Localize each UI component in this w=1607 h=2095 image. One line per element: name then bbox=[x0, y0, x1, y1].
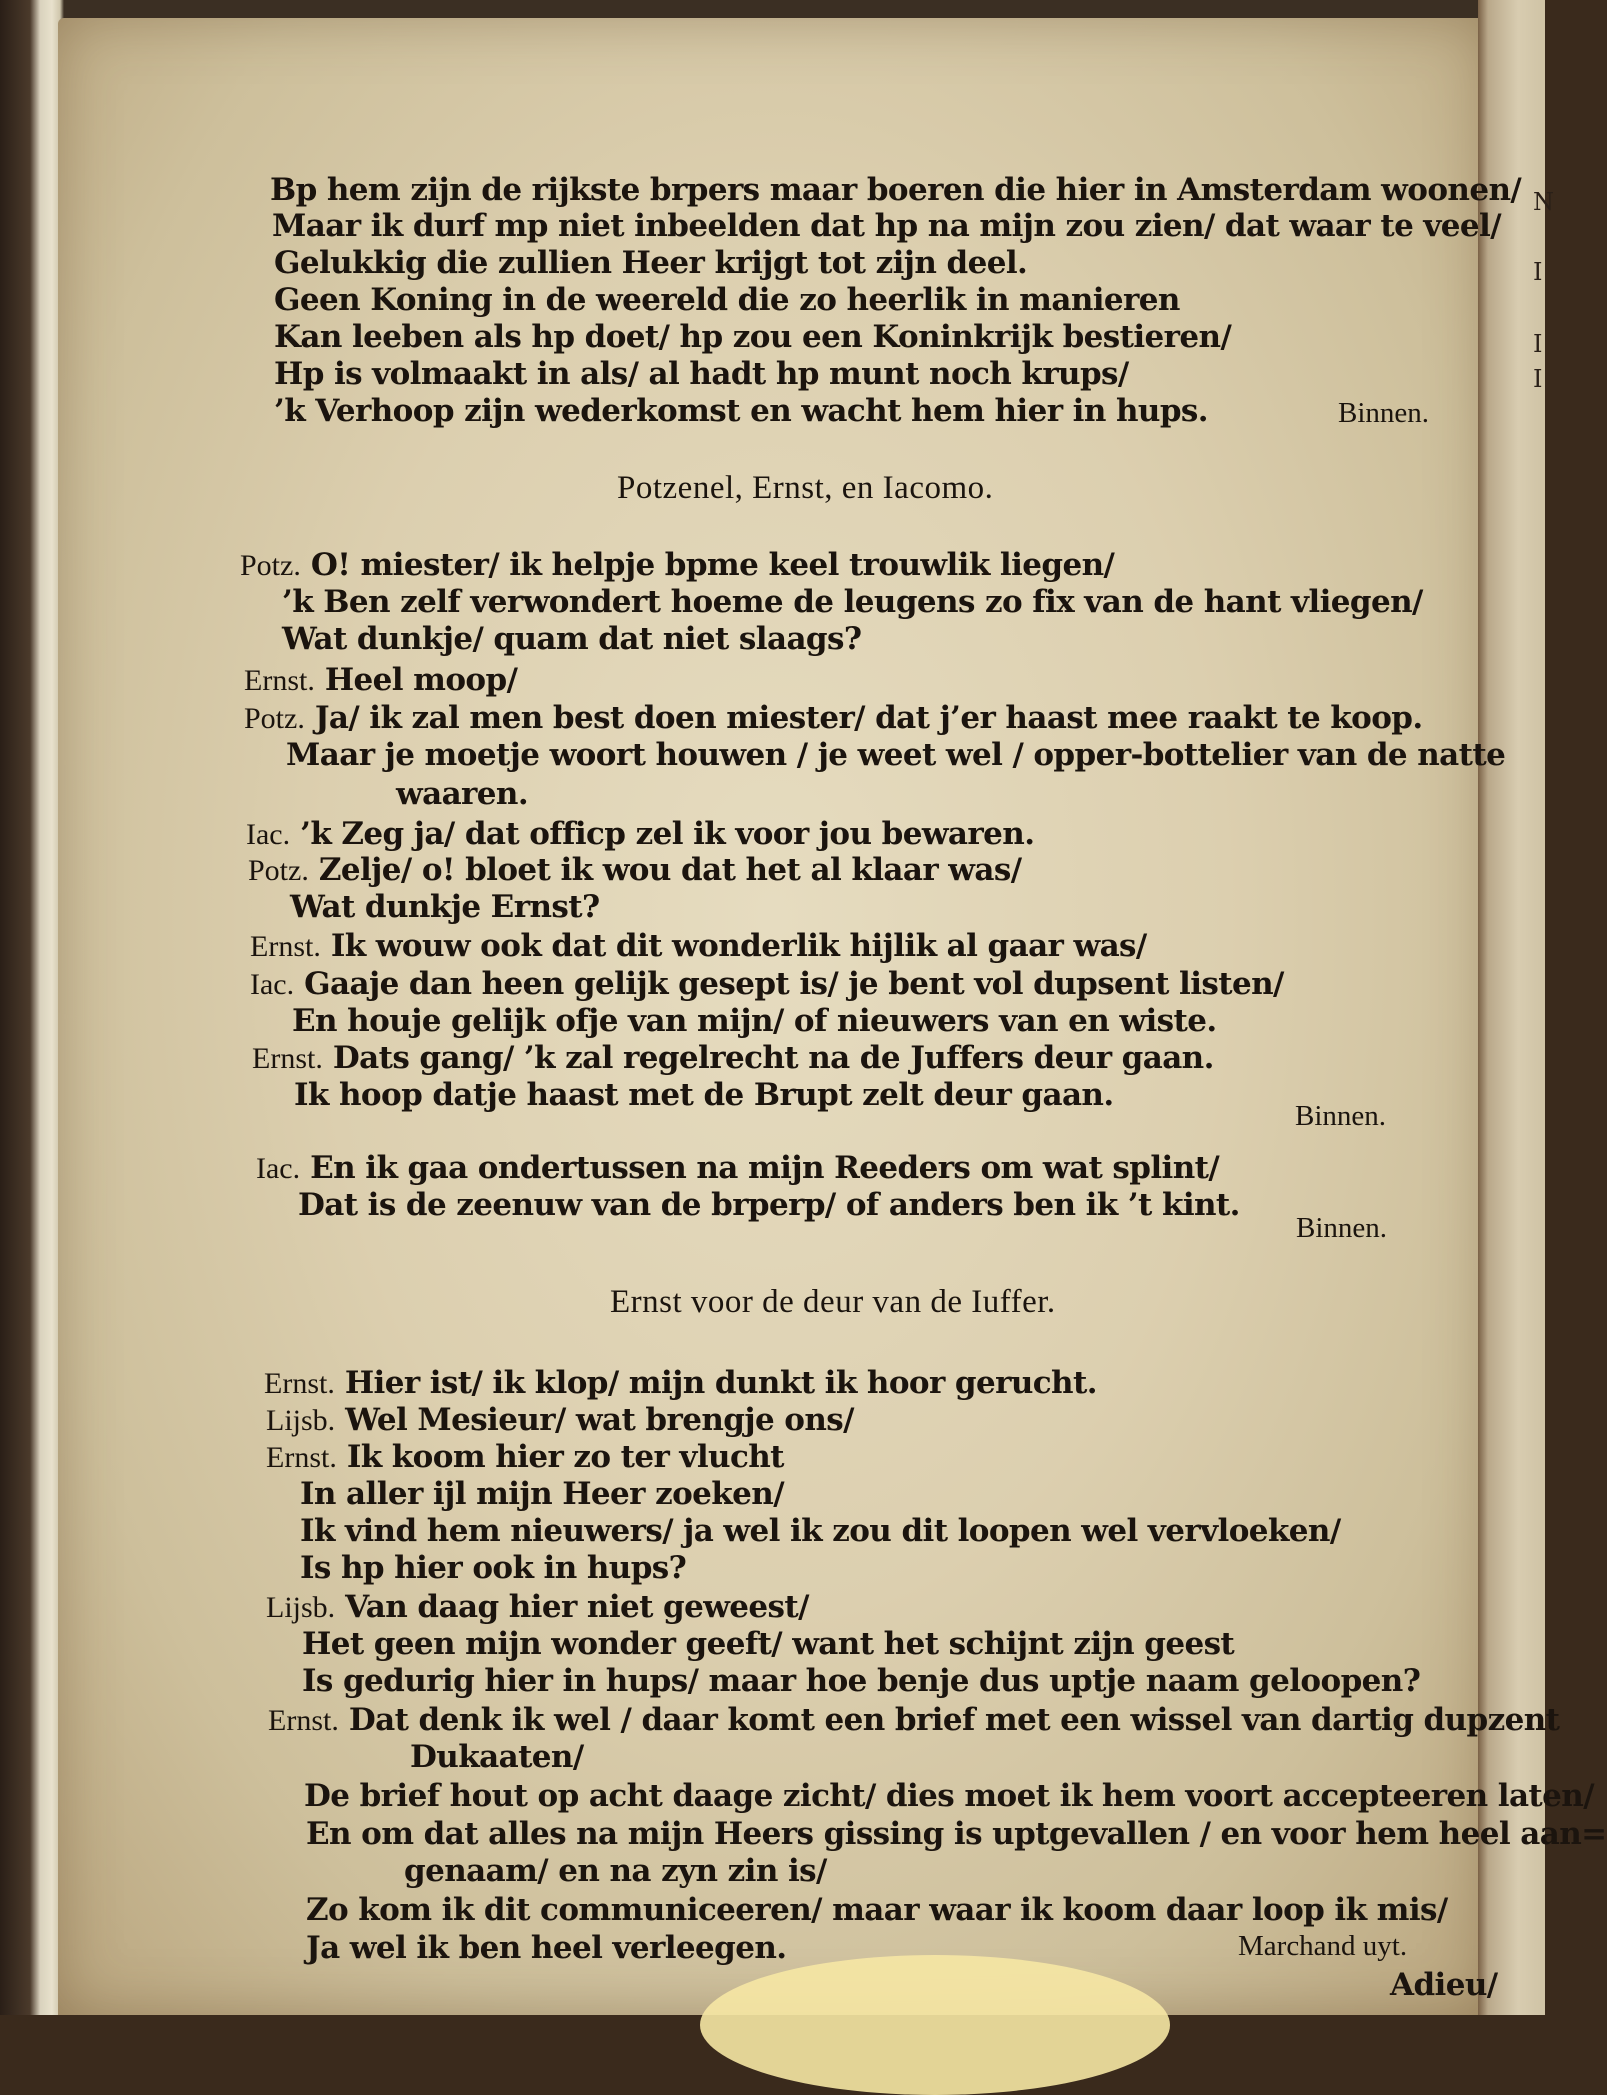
stage-direction: Binnen. bbox=[1338, 397, 1430, 429]
dialogue-line bbox=[252, 1040, 1214, 1076]
dialogue-line: En houje gelijk ofje van mijn/ of nieuwers van en wiste. bbox=[292, 1003, 1217, 1039]
dialogue-text: Zelje/ o! bloet ik wou dat het al klaar was/ bbox=[318, 852, 1022, 888]
stage-direction: Marchand uyt. bbox=[1238, 1930, 1408, 1962]
dialogue-text: En ik gaa ondertussen na mijn Reeders om wat splint/ bbox=[310, 1150, 1220, 1186]
dialogue-text: Van daag hier niet geweest/ bbox=[345, 1589, 809, 1625]
dialogue-line bbox=[250, 928, 1147, 964]
dialogue-line bbox=[244, 700, 1423, 736]
edge-letter: I bbox=[1533, 365, 1543, 393]
light-reflection bbox=[700, 1955, 1170, 2095]
dialogue-text: Heel moop/ bbox=[324, 662, 518, 698]
edge-letter: I bbox=[1533, 330, 1543, 358]
scene-heading: Potzenel, Ernst, en Iacomo. bbox=[617, 470, 994, 506]
edge-letter: N bbox=[1533, 188, 1554, 216]
dialogue-text: O! miester/ ik helpje bpme keel trouwlik liegen/ bbox=[310, 547, 1115, 583]
text-line: Bp hem zijn de rijkste brpers maar boeren die hier in Amsterdam woonen/ bbox=[270, 172, 1522, 208]
dialogue-line: Het geen mijn wonder geeft/ want het schijnt zijn geest bbox=[302, 1626, 1235, 1662]
speaker-label: Ernst. bbox=[268, 1704, 339, 1737]
dialogue-line: Ik vind hem nieuwers/ ja wel ik zou dit loopen wel vervloeken/ bbox=[300, 1513, 1341, 1549]
dialogue-line bbox=[266, 1589, 809, 1625]
speaker-label: Ernst. bbox=[250, 930, 321, 963]
dialogue-line: waaren. bbox=[396, 776, 529, 812]
stage-direction: Binnen. bbox=[1296, 1212, 1388, 1244]
speaker-label: Iac. bbox=[256, 1152, 301, 1185]
speaker-label: Potz. bbox=[248, 854, 309, 887]
dialogue-line bbox=[244, 662, 517, 698]
text-line: Gelukkig die zullien Heer krijgt tot zijn deel. bbox=[274, 245, 1028, 281]
speaker-label: Ernst. bbox=[252, 1042, 323, 1075]
dialogue-text: Ik koom hier zo ter vlucht bbox=[346, 1439, 784, 1475]
dialogue-line: genaam/ en na zyn zin is/ bbox=[404, 1853, 827, 1889]
speaker-label: Potz. bbox=[240, 549, 301, 582]
dialogue-line bbox=[268, 1702, 1559, 1738]
dialogue-line: Is hp hier ook in hups? bbox=[300, 1550, 687, 1586]
dialogue-line bbox=[250, 966, 1284, 1002]
dialogue-line: Wat dunkje/ quam dat niet slaags? bbox=[282, 621, 862, 657]
speaker-label: Ernst. bbox=[264, 1367, 335, 1400]
dialogue-line bbox=[240, 547, 1114, 583]
dialogue-text: Dat denk ik wel / daar komt een brief met een wissel van dartig dupzent bbox=[348, 1702, 1560, 1738]
dialogue-text: Ik wouw ook dat dit wonderlik hijlik al gaar was/ bbox=[330, 928, 1147, 964]
text-line: Maar ik durf mp niet inbeelden dat hp na mijn zou zien/ dat waar te veel/ bbox=[272, 208, 1501, 244]
dialogue-line bbox=[266, 1402, 854, 1438]
dialogue-line: ’k Ben zelf verwondert hoeme de leugens zo fix van de hant vliegen/ bbox=[282, 584, 1423, 620]
speaker-label: Ernst. bbox=[266, 1441, 337, 1474]
speaker-label: Iac. bbox=[250, 968, 295, 1001]
dialogue-line: En om dat alles na mijn Heers gissing is uptgevallen / en voor hem heel aan= bbox=[306, 1816, 1607, 1852]
dialogue-text: Wel Mesieur/ wat brengje ons/ bbox=[345, 1402, 854, 1438]
dialogue-line bbox=[264, 1365, 1097, 1401]
scene-heading: Ernst voor de deur van de Iuffer. bbox=[610, 1284, 1056, 1320]
speaker-label: Lijsb. bbox=[266, 1591, 336, 1624]
dialogue-line bbox=[266, 1439, 784, 1475]
text-line: Geen Koning in de weereld die zo heerlik in manieren bbox=[274, 282, 1180, 318]
dialogue-line: Dat is de zeenuw van de brperp/ of anders ben ik ’t kint. bbox=[298, 1187, 1240, 1223]
dialogue-line: In aller ijl mijn Heer zoeken/ bbox=[300, 1476, 784, 1512]
dialogue-text: Ja/ ik zal men best doen miester/ dat j’er haast mee raakt te koop. bbox=[314, 700, 1423, 736]
text-line: Hp is volmaakt in als/ al hadt hp munt noch krups/ bbox=[274, 356, 1129, 392]
dialogue-line bbox=[248, 852, 1021, 888]
text-line: ’k Verhoop zijn wederkomst en wacht hem hier in hups. bbox=[274, 393, 1208, 429]
dialogue-text: Gaaje dan heen gelijk gesept is/ je bent vol dupsent listen/ bbox=[304, 966, 1284, 1002]
speaker-label: Potz. bbox=[244, 702, 305, 735]
dialogue-text: ’k Zeg ja/ dat officp zel ik voor jou bewaren. bbox=[300, 816, 1035, 852]
dialogue-text: Hier ist/ ik klop/ mijn dunkt ik hoor gerucht. bbox=[344, 1365, 1097, 1401]
dialogue-line: Wat dunkje Ernst? bbox=[290, 889, 600, 925]
dialogue-line: Zo kom ik dit communiceeren/ maar waar ik koom daar loop ik mis/ bbox=[306, 1892, 1448, 1928]
text-line: Kan leeben als hp doet/ hp zou een Koninkrijk bestieren/ bbox=[274, 319, 1232, 355]
dialogue-line: De brief hout op acht daage zicht/ dies moet ik hem voort accepteeren laten/ bbox=[304, 1778, 1594, 1814]
dialogue-line: Dukaaten/ bbox=[410, 1739, 584, 1775]
speaker-label: Ernst. bbox=[244, 664, 315, 697]
dialogue-line: Ja wel ik ben heel verleegen. bbox=[306, 1930, 787, 1966]
speaker-label: Lijsb. bbox=[266, 1404, 336, 1437]
dialogue-line: Maar je moetje woort houwen / je weet wel / opper-bottelier van de natte bbox=[286, 737, 1506, 773]
stage-direction: Binnen. bbox=[1295, 1100, 1387, 1132]
dialogue-line: Is gedurig hier in hups/ maar hoe benje dus uptje naam geloopen? bbox=[302, 1663, 1421, 1699]
speaker-label: Iac. bbox=[246, 818, 291, 851]
dialogue-text: Dats gang/ ’k zal regelrecht na de Juffers deur gaan. bbox=[332, 1040, 1214, 1076]
catchword: Adieu/ bbox=[1390, 1967, 1498, 2003]
dialogue-line: Ik hoop datje haast met de Brupt zelt deur gaan. bbox=[294, 1077, 1114, 1113]
dialogue-line bbox=[256, 1150, 1219, 1186]
edge-letter: I bbox=[1533, 258, 1543, 286]
dialogue-line bbox=[246, 816, 1034, 852]
